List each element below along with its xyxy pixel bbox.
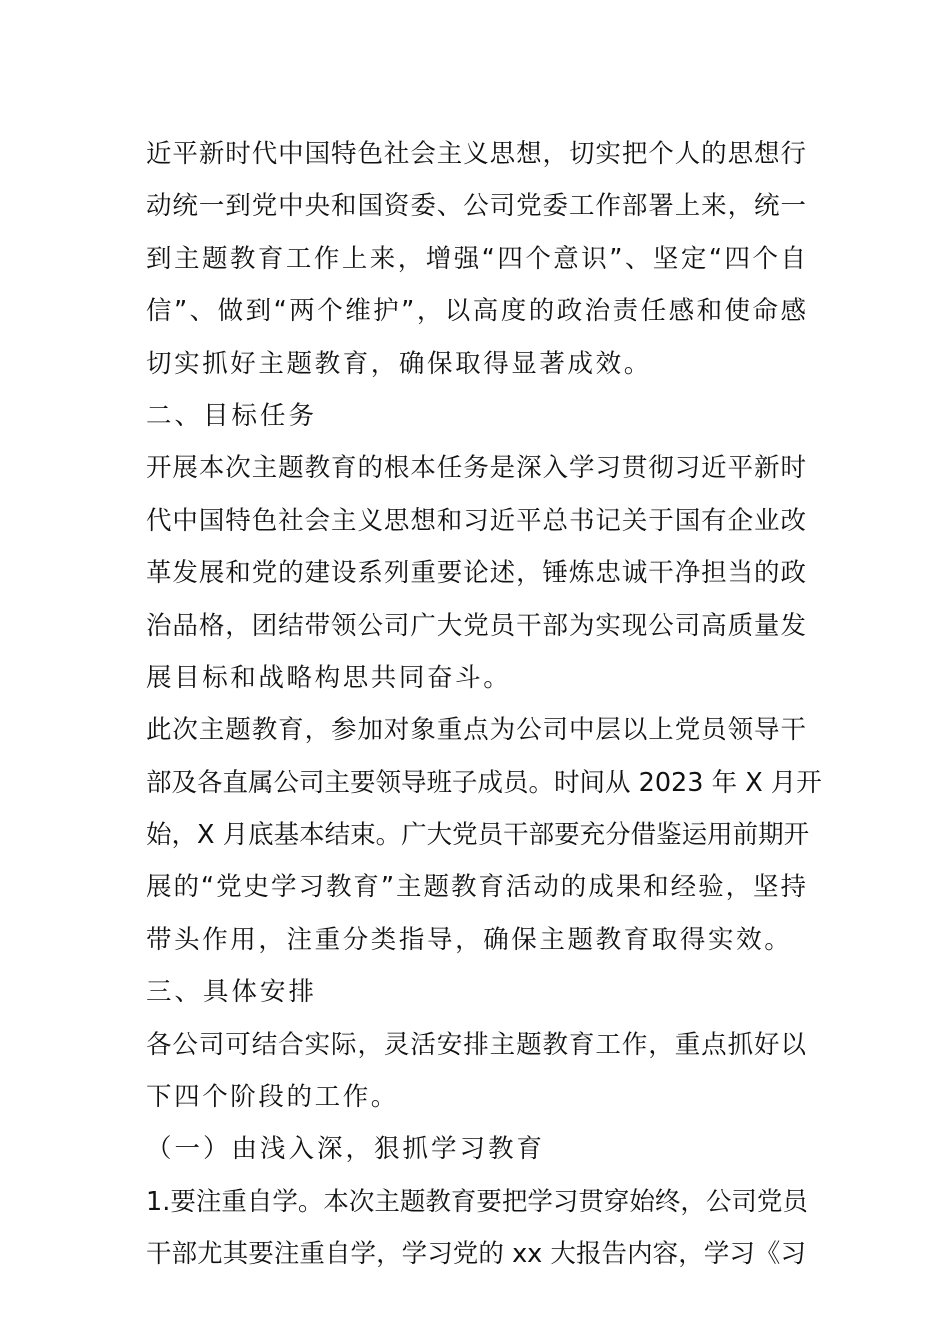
section-heading: 二、目标任务 bbox=[146, 400, 318, 431]
paragraph-line: 开展本次主题教育的根本任务是深入学习贯彻习近平新时 bbox=[146, 453, 806, 484]
paragraph-line: 展目标和战略构思共同奋斗。 bbox=[146, 662, 512, 693]
paragraph-line: 动统一到党中央和国资委、公司党委工作部署上来，统一 bbox=[146, 191, 806, 222]
section-heading: 三、具体安排 bbox=[146, 977, 318, 1008]
document-body bbox=[146, 128, 822, 1281]
paragraph-line: 到主题教育工作上来，增强“四个意识”、坚定“四个自 bbox=[146, 243, 806, 274]
paragraph-line: 干部尤其要注重自学，学习党的 xx 大报告内容，学习《习 bbox=[146, 1239, 806, 1270]
paragraph-line: 革发展和党的建设系列重要论述，锤炼忠诚干净担当的政 bbox=[146, 558, 806, 589]
paragraph-line: 各公司可结合实际，灵活安排主题教育工作，重点抓好以 bbox=[146, 1029, 806, 1060]
subsection-heading: （一）由浅入深，狠抓学习教育 bbox=[146, 1134, 546, 1165]
paragraph-line: 信”、做到“两个维护”，以高度的政治责任感和使命感 bbox=[146, 296, 806, 327]
paragraph-line: 带头作用，注重分类指导，确保主题教育取得实效。 bbox=[146, 924, 793, 955]
paragraph-line: 1.要注重自学。本次主题教育要把学习贯穿始终，公司党员 bbox=[146, 1186, 808, 1217]
paragraph-line: 展的“党史学习教育”主题教育活动的成果和经验，坚持 bbox=[146, 872, 806, 903]
paragraph-line: 始，X 月底基本结束。广大党员干部要充分借鉴运用前期开 bbox=[146, 820, 810, 851]
paragraph-line: 治品格，团结带领公司广大党员干部为实现公司高质量发 bbox=[146, 610, 806, 641]
paragraph-line: 近平新时代中国特色社会主义思想，切实把个人的思想行 bbox=[146, 139, 806, 169]
paragraph-line: 部及各直属公司主要领导班子成员。时间从 2023 年 X 月开 bbox=[146, 767, 822, 798]
paragraph-line: 切实抓好主题教育，确保取得显著成效。 bbox=[146, 348, 652, 379]
paragraph-line: 此次主题教育，参加对象重点为公司中层以上党员领导干 bbox=[146, 715, 806, 746]
paragraph-line: 下四个阶段的工作。 bbox=[146, 1082, 399, 1113]
paragraph-line: 代中国特色社会主义思想和习近平总书记关于国有企业改 bbox=[146, 505, 806, 536]
